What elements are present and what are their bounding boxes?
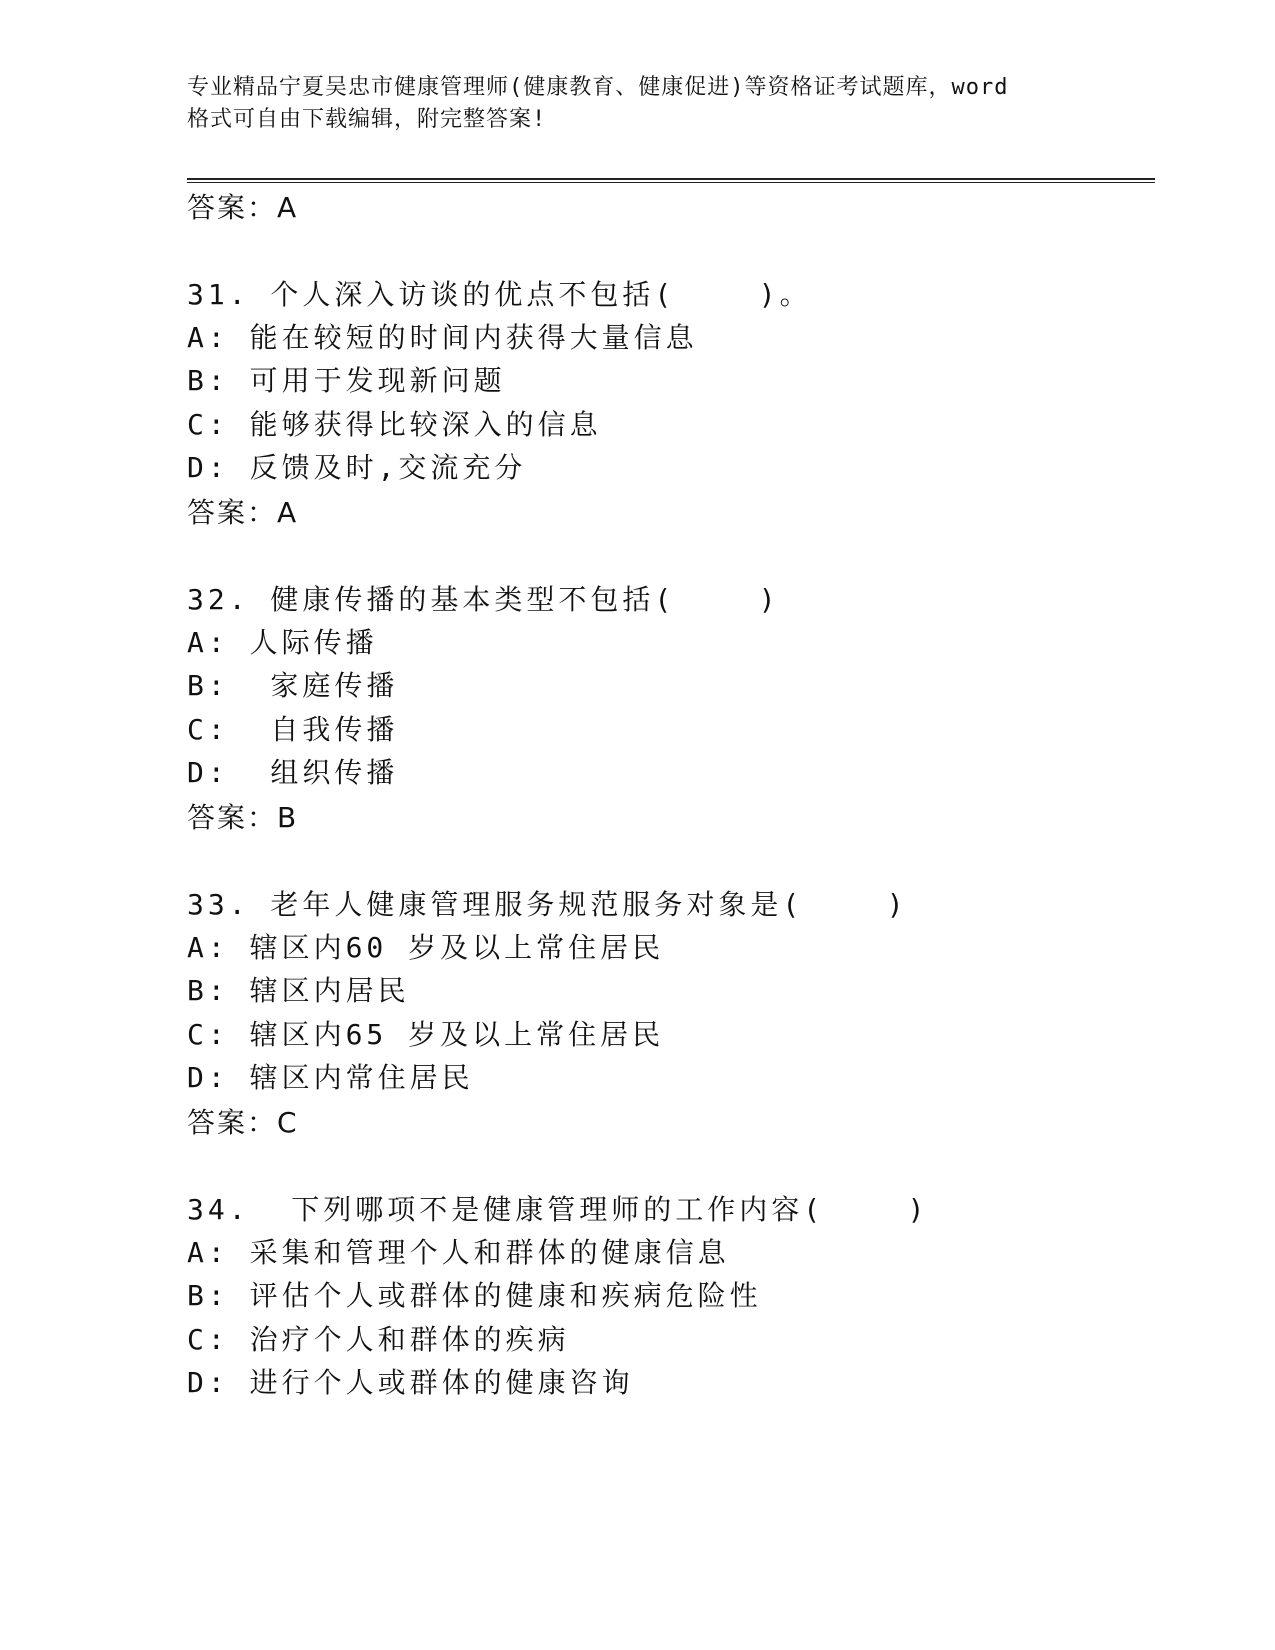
question-32-option-a: A: 人际传播 <box>187 626 378 659</box>
question-33-answer: 答案：C <box>187 1106 299 1139</box>
question-31-answer: 答案：A <box>187 496 299 529</box>
question-31-option-a: A: 能在较短的时间内获得大量信息 <box>187 321 698 354</box>
header-line-1: 专业精品宁夏吴忠市健康管理师(健康教育、健康促进)等资格证考试题库，word <box>187 75 1009 100</box>
header-line-2: 格式可自由下载编辑，附完整答案! <box>187 107 547 132</box>
previous-answer: 答案：A <box>187 191 299 224</box>
question-34-option-d: D: 进行个人或群体的健康咨询 <box>187 1366 634 1399</box>
question-31-option-c: C: 能够获得比较深入的信息 <box>187 408 602 441</box>
question-31-option-b: B: 可用于发现新问题 <box>187 364 506 397</box>
question-31-option-d: D: 反馈及时,交流充分 <box>187 451 527 484</box>
question-33-option-d: D: 辖区内常住居民 <box>187 1061 474 1094</box>
question-32-option-b: B: 家庭传播 <box>187 669 399 702</box>
question-32-option-d: D: 组织传播 <box>187 756 399 789</box>
header-divider <box>187 178 1155 183</box>
question-34-option-a: A: 采集和管理个人和群体的健康信息 <box>187 1236 730 1269</box>
question-32-option-c: C: 自我传播 <box>187 713 399 746</box>
question-32-answer: 答案：B <box>187 801 299 834</box>
page-header <box>187 72 1087 136</box>
question-33-option-a: A: 辖区内60 岁及以上常住居民 <box>187 931 665 964</box>
question-34-option-b: B: 评估个人或群体的健康和疾病危险性 <box>187 1279 762 1312</box>
question-31-stem: 31. 个人深入访谈的优点不包括( )。 <box>187 278 812 311</box>
question-32-stem: 32. 健康传播的基本类型不包括( ) <box>187 583 780 616</box>
question-33-option-b: B: 辖区内居民 <box>187 974 410 1007</box>
question-34-stem: 34. 下列哪项不是健康管理师的工作内容( ) <box>187 1193 929 1226</box>
question-34-option-c: C: 治疗个人和群体的疾病 <box>187 1323 570 1356</box>
question-33-option-c: C: 辖区内65 岁及以上常住居民 <box>187 1018 665 1051</box>
question-33-stem: 33. 老年人健康管理服务规范服务对象是( ) <box>187 888 908 921</box>
